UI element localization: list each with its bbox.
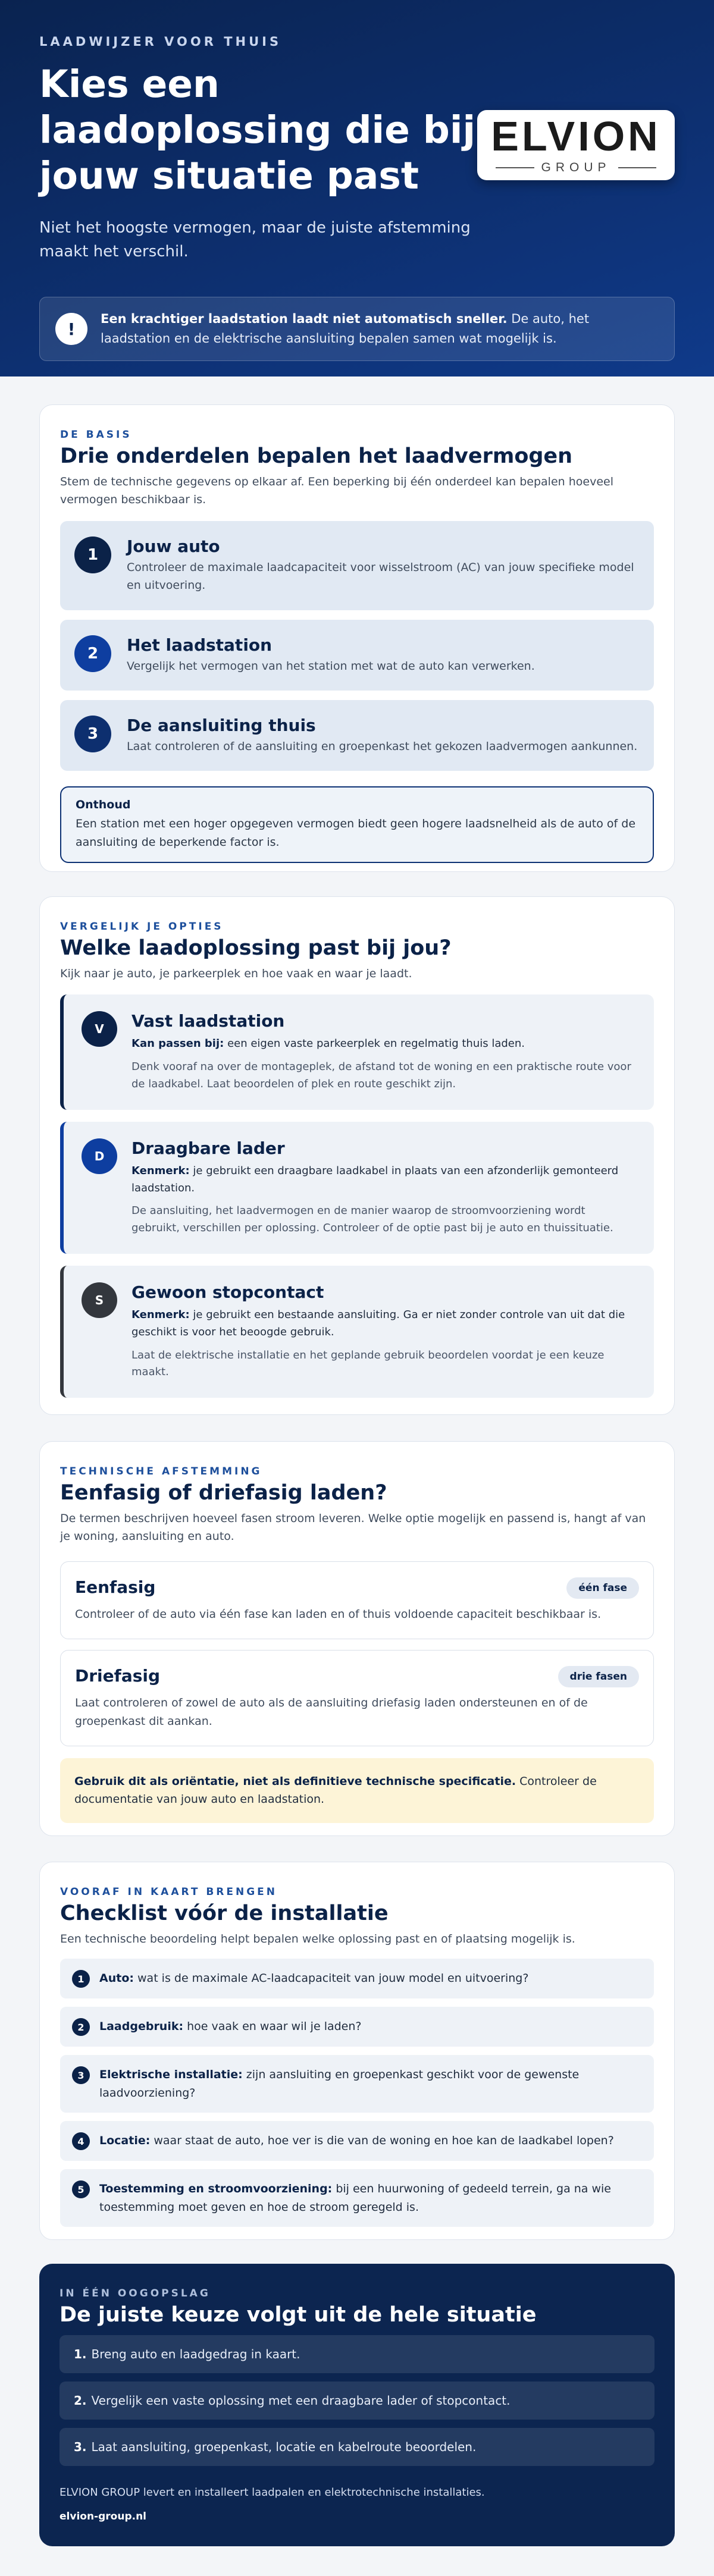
summary-text: Breng auto en laadgedrag in kaart. [91, 2347, 300, 2361]
logo-divider-right [618, 167, 657, 168]
step-item [60, 521, 654, 610]
check-body: zijn aansluiting en groepenkast geschikt voor de gewenste laadvoorziening? [99, 2068, 580, 2100]
elvion-logo [477, 110, 675, 180]
option-key-label: Kenmerk: [131, 1308, 190, 1321]
check-body: bij een huurwoning of gedeeld terrein, ga na wie toestemming moet geven en hoe de stroom geregeld is. [99, 2182, 612, 2214]
check-number: 4 [72, 2132, 90, 2150]
option-body [131, 1138, 636, 1237]
check-label: Toestemming en stroomvoorziening: [99, 2182, 333, 2196]
check-text [99, 2017, 362, 2035]
checklist-intro: Een technische beoordeling helpt bepalen welke oplossing past en of plaatsing mogelijk is. [60, 1932, 575, 1946]
checklist-item [60, 2055, 654, 2113]
step-title: Het laadstation [127, 635, 273, 655]
option-item [60, 1122, 654, 1254]
basis-card [39, 404, 675, 872]
option-key-text: je gebruikt een bestaande aansluiting. Ga er niet zonder controle van uit dat die geschikt is voor het beoogde gebruik. [131, 1308, 625, 1338]
check-label: Elektrische installatie: [99, 2068, 243, 2082]
summary-title: De juiste keuze volgt uit de hele situatie [60, 2303, 537, 2327]
website-link[interactable]: elvion-group.nl [60, 2511, 146, 2522]
summary-eyebrow: IN ÉÉN OOGOPSLAG [60, 2288, 211, 2299]
summary-footer: ELVION GROUP levert en installeert laadpalen en elektrotechnische installaties. [60, 2486, 485, 2499]
option-body [131, 1011, 636, 1093]
notice-text [101, 309, 659, 349]
check-number: 2 [72, 2018, 90, 2036]
phase-item [60, 1650, 654, 1746]
hero-section [0, 0, 714, 376]
notice-body: De auto, het laadstation en de elektrische aansluiting bepalen samen wat mogelijk is. [101, 311, 590, 346]
checklist-item [60, 2121, 654, 2161]
check-body: waar staat de auto, hoe ver is die van de woning en hoe kan de laadkabel lopen? [150, 2134, 614, 2148]
checklist-title: Checklist vóór de installatie [60, 1902, 389, 1925]
phases-title: Eenfasig of driefasig laden? [60, 1481, 387, 1505]
phase-pill: drie fasen [558, 1666, 639, 1687]
phase-title: Eenfasig [75, 1577, 156, 1597]
checklist-item [60, 2007, 654, 2047]
step-item [60, 700, 654, 771]
checklist-item [60, 1959, 654, 1998]
hero-subtitle: Niet het hoogste vermogen, maar de juiste afstemming maakt het verschil. [39, 218, 471, 261]
summary-text: Vergelijk een vaste oplossing met een draagbare lader of stopcontact. [91, 2393, 511, 2408]
summary-text: Laat aansluiting, groepenkast, locatie en kabelroute beoordelen. [91, 2440, 477, 2454]
remember-text: Een station met een hoger opgegeven vermogen biedt geen hogere laadsnelheid als de auto of de aansluiting de beperkende factor is. [76, 817, 636, 849]
step-desc: Vergelijk het vermogen van het station met wat de auto kan verwerken. [127, 659, 535, 673]
checklist-item [60, 2169, 654, 2227]
option-title: Vast laadstation [131, 1011, 285, 1031]
phase-desc: Laat controleren of zowel de auto als de aansluiting driefasig laden ondersteunen en of de groepenkast dit aankan. [75, 1696, 588, 1728]
summary-item [60, 2428, 654, 2466]
option-badge: S [82, 1282, 117, 1318]
option-key-text: een eigen vaste parkeerplek en regelmatig thuis laden. [224, 1037, 525, 1050]
phases-eyebrow: TECHNISCHE AFSTEMMING [60, 1466, 262, 1477]
option-item [60, 994, 654, 1109]
phases-intro: De termen beschrijven hoeveel fasen stroom leveren. Welke optie mogelijk en passend is, hangt af van je woning, aansluiting en auto. [60, 1512, 646, 1543]
check-text [99, 2180, 642, 2216]
option-key-label: Kan passen bij: [131, 1037, 224, 1050]
basis-intro: Stem de technische gegevens op elkaar af. Een beperking bij één onderdeel kan bepalen hoeveel vermogen beschikbaar is. [60, 475, 613, 507]
check-body: hoe vaak en waar wil je laden? [183, 2020, 362, 2034]
summary-card [39, 2264, 675, 2546]
options-eyebrow: VERGELIJK JE OPTIES [60, 921, 224, 933]
summary-num: 3. [74, 2440, 87, 2454]
step-body [127, 635, 535, 675]
check-number: 1 [72, 1970, 90, 1988]
check-text [99, 2066, 642, 2102]
basis-title: Drie onderdelen bepalen het laadvermogen [60, 444, 573, 468]
page-title: Kies een laadoplossing die bij jouw situatie past [39, 62, 476, 197]
options-intro: Kijk naar je auto, je parkeerplek en hoe vaak en waar je laadt. [60, 967, 412, 980]
summary-num: 1. [74, 2347, 87, 2361]
option-key [131, 1036, 636, 1053]
check-label: Laadgebruik: [99, 2020, 184, 2034]
check-text [99, 1969, 528, 1987]
option-badge: V [82, 1011, 117, 1047]
basis-steps [60, 521, 654, 771]
logo-wordmark: ELVION [491, 113, 661, 159]
phase-pill: één fase [566, 1577, 639, 1599]
check-text [99, 2132, 614, 2150]
check-number: 3 [72, 2066, 90, 2084]
step-number: 3 [74, 716, 111, 752]
step-title: De aansluiting thuis [127, 715, 316, 735]
step-desc: Controleer de maximale laadcapaciteit voor wisselstroom (AC) van jouw specifieke model en uitvoering. [127, 560, 634, 592]
caution-text: Controleer de documentatie van jouw auto en laadstation. [74, 1774, 597, 1806]
option-badge: D [82, 1138, 117, 1174]
option-key-text: je gebruikt een draagbare laadkabel in plaats van een afzonderlijk gemonteerd laadstation. [131, 1164, 619, 1194]
logo-divider-left [496, 167, 534, 168]
option-key [131, 1163, 636, 1197]
remember-title: Onthoud [76, 798, 131, 812]
logo-subtext: GROUP [541, 161, 611, 174]
logo-sub-row [496, 161, 656, 175]
hero-notice [39, 297, 675, 361]
check-label: Auto: [99, 1972, 134, 1985]
notice-bold: Een krachtiger laadstation laadt niet automatisch sneller. [101, 311, 508, 326]
remember-box [60, 786, 654, 863]
option-title: Gewoon stopcontact [131, 1282, 324, 1302]
caution-box [60, 1758, 654, 1823]
checklist-list [60, 1959, 654, 2227]
option-key-label: Kenmerk: [131, 1164, 190, 1177]
step-desc: Laat controleren of de aansluiting en groepenkast het gekozen laadvermogen aankunnen. [127, 739, 638, 753]
options-title: Welke laadoplossing past bij jou? [60, 936, 452, 960]
basis-eyebrow: DE BASIS [60, 429, 132, 441]
step-title: Jouw auto [127, 536, 220, 556]
step-number: 1 [74, 536, 111, 573]
option-desc: Denk vooraf na over de montageplek, de afstand tot de woning en een praktische route voor de laadkabel. Laat beoordelen of plek en route geschikt zijn. [131, 1060, 631, 1090]
check-label: Locatie: [99, 2134, 151, 2148]
step-item [60, 620, 654, 691]
exclamation-icon: ! [55, 313, 87, 345]
option-desc: Laat de elektrische installatie en het geplande gebruik beoordelen voordat je een keuze maakt. [131, 1348, 605, 1379]
option-body [131, 1282, 636, 1381]
phase-title: Driefasig [75, 1666, 161, 1686]
step-number: 2 [74, 635, 111, 672]
checklist-eyebrow: VOORAF IN KAART BRENGEN [60, 1886, 278, 1898]
check-number: 5 [72, 2180, 90, 2198]
step-body [127, 716, 637, 755]
option-key [131, 1307, 636, 1341]
summary-item [60, 2335, 654, 2373]
phase-desc: Controleer of de auto via één fase kan laden en of thuis voldoende capaciteit beschikbaar is. [75, 1607, 602, 1621]
checklist-card [39, 1862, 675, 2240]
option-desc: De aansluiting, het laadvermogen en de manier waarop de stroomvoorziening wordt gebruikt, verschillen per oplossing. Controleer of de optie past bij je auto en thuissituatie. [131, 1204, 613, 1235]
caution-bold: Gebruik dit als oriëntatie, niet als definitieve technische specificatie. [74, 1774, 516, 1788]
summary-list [60, 2335, 654, 2466]
summary-num: 2. [74, 2393, 87, 2408]
option-title: Draagbare lader [131, 1138, 285, 1158]
summary-item [60, 2382, 654, 2420]
step-body [127, 536, 640, 595]
phase-item [60, 1561, 654, 1639]
phases-card [39, 1441, 675, 1836]
options-card [39, 896, 675, 1415]
hero-eyebrow: LAADWIJZER VOOR THUIS [39, 34, 282, 49]
option-item [60, 1266, 654, 1398]
check-body: wat is de maximale AC-laadcapaciteit van jouw model en uitvoering? [133, 1972, 529, 1985]
